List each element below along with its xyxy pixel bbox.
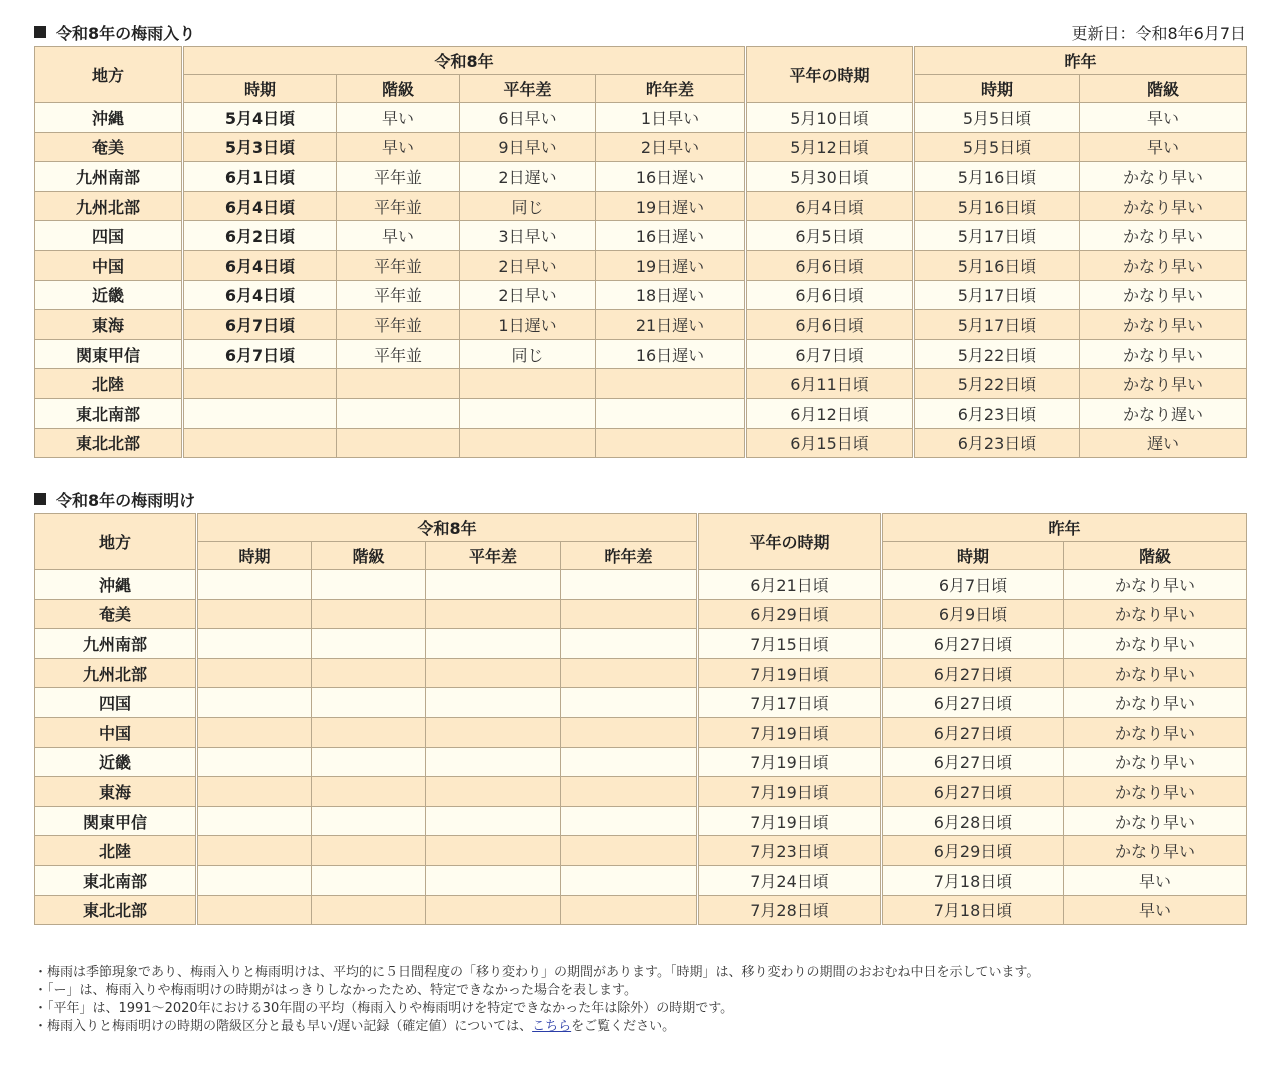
last-class-cell: かなり早い bbox=[1064, 658, 1247, 688]
table-row bbox=[35, 836, 1247, 866]
last-period-cell: 7月18日頃 bbox=[882, 895, 1064, 925]
last-class-cell: かなり早い bbox=[1080, 221, 1247, 251]
class-cell bbox=[312, 629, 426, 659]
last-period-cell: 5月17日頃 bbox=[914, 280, 1080, 310]
region-cell: 中国 bbox=[35, 250, 183, 280]
last-period-cell: 5月16日頃 bbox=[914, 191, 1080, 221]
period-cell: 6月7日頃 bbox=[183, 310, 337, 340]
normal-diff-cell bbox=[426, 777, 561, 807]
last-diff-cell bbox=[561, 629, 698, 659]
last-class-cell: かなり早い bbox=[1080, 250, 1247, 280]
last-diff-cell: 16日遅い bbox=[596, 221, 746, 251]
normal-diff-cell bbox=[426, 717, 561, 747]
class-cell: 平年並 bbox=[337, 191, 460, 221]
header-last-diff: 昨年差 bbox=[561, 542, 698, 570]
last-class-cell: かなり早い bbox=[1080, 280, 1247, 310]
region-cell: 九州北部 bbox=[35, 658, 197, 688]
region-cell: 九州南部 bbox=[35, 629, 197, 659]
header-last-diff: 昨年差 bbox=[596, 75, 746, 103]
last-class-cell: 遅い bbox=[1080, 428, 1247, 458]
normal-period-cell: 7月24日頃 bbox=[698, 865, 882, 895]
period-cell: 6月7日頃 bbox=[183, 339, 337, 369]
header-this-year: 令和8年 bbox=[183, 47, 746, 75]
normal-diff-cell: 6日早い bbox=[460, 103, 596, 133]
last-period-cell: 6月27日頃 bbox=[882, 747, 1064, 777]
region-cell: 沖縄 bbox=[35, 103, 183, 133]
region-cell: 四国 bbox=[35, 688, 197, 718]
normal-period-cell: 6月6日頃 bbox=[746, 280, 914, 310]
last-period-cell: 6月7日頃 bbox=[882, 570, 1064, 600]
normal-period-cell: 6月5日頃 bbox=[746, 221, 914, 251]
region-cell: 東北南部 bbox=[35, 865, 197, 895]
last-class-cell: 早い bbox=[1064, 865, 1247, 895]
table-row bbox=[35, 369, 1247, 399]
last-class-cell: かなり早い bbox=[1064, 836, 1247, 866]
normal-period-cell: 7月17日頃 bbox=[698, 688, 882, 718]
normal-period-cell: 5月10日頃 bbox=[746, 103, 914, 133]
region-cell: 中国 bbox=[35, 717, 197, 747]
table-row bbox=[35, 688, 1247, 718]
last-period-cell: 6月27日頃 bbox=[882, 777, 1064, 807]
region-cell: 東北北部 bbox=[35, 428, 183, 458]
normal-period-cell: 7月28日頃 bbox=[698, 895, 882, 925]
period-cell bbox=[197, 777, 312, 807]
region-cell: 近畿 bbox=[35, 747, 197, 777]
class-cell: 早い bbox=[337, 221, 460, 251]
period-cell bbox=[197, 629, 312, 659]
class-cell bbox=[312, 688, 426, 718]
last-diff-cell: 16日遅い bbox=[596, 162, 746, 192]
table-row bbox=[35, 221, 1247, 251]
region-cell: 東海 bbox=[35, 777, 197, 807]
period-cell bbox=[183, 428, 337, 458]
region-cell: 九州北部 bbox=[35, 191, 183, 221]
normal-period-cell: 7月19日頃 bbox=[698, 658, 882, 688]
header-period: 時期 bbox=[197, 542, 312, 570]
period-cell bbox=[197, 865, 312, 895]
table-row bbox=[35, 717, 1247, 747]
region-cell: 東海 bbox=[35, 310, 183, 340]
normal-diff-cell bbox=[426, 599, 561, 629]
last-period-cell: 6月27日頃 bbox=[882, 717, 1064, 747]
header-last-year: 昨年 bbox=[882, 514, 1247, 542]
table-row bbox=[35, 865, 1247, 895]
header-last-class: 階級 bbox=[1080, 75, 1247, 103]
last-period-cell: 6月23日頃 bbox=[914, 428, 1080, 458]
table-row bbox=[35, 806, 1247, 836]
exit-table bbox=[34, 513, 1247, 925]
class-cell bbox=[312, 717, 426, 747]
last-period-cell: 6月29日頃 bbox=[882, 836, 1064, 866]
entry-section-title bbox=[34, 21, 195, 44]
region-cell: 九州南部 bbox=[35, 162, 183, 192]
normal-diff-cell bbox=[460, 428, 596, 458]
normal-period-cell: 7月15日頃 bbox=[698, 629, 882, 659]
square-bullet-icon bbox=[34, 26, 46, 38]
table-row bbox=[35, 777, 1247, 807]
class-cell bbox=[312, 895, 426, 925]
header-region: 地方 bbox=[35, 514, 197, 570]
table-row bbox=[35, 629, 1247, 659]
table-row bbox=[35, 428, 1247, 458]
normal-diff-cell bbox=[460, 398, 596, 428]
last-diff-cell bbox=[561, 777, 698, 807]
region-cell: 四国 bbox=[35, 221, 183, 251]
last-diff-cell: 19日遅い bbox=[596, 191, 746, 221]
period-cell: 5月3日頃 bbox=[183, 132, 337, 162]
normal-period-cell: 6月7日頃 bbox=[746, 339, 914, 369]
normal-diff-cell bbox=[426, 806, 561, 836]
last-class-cell: かなり早い bbox=[1064, 747, 1247, 777]
last-diff-cell bbox=[596, 398, 746, 428]
period-cell: 6月4日頃 bbox=[183, 191, 337, 221]
table-row bbox=[35, 250, 1247, 280]
last-class-cell: かなり早い bbox=[1080, 339, 1247, 369]
last-diff-cell bbox=[561, 658, 698, 688]
normal-period-cell: 7月19日頃 bbox=[698, 777, 882, 807]
normal-period-cell: 5月30日頃 bbox=[746, 162, 914, 192]
last-diff-cell: 16日遅い bbox=[596, 339, 746, 369]
header-last-year: 昨年 bbox=[914, 47, 1247, 75]
normal-diff-cell bbox=[426, 658, 561, 688]
update-date: 更新日：令和8年6月7日 bbox=[1071, 23, 1246, 43]
last-period-cell: 5月16日頃 bbox=[914, 162, 1080, 192]
last-period-cell: 5月17日頃 bbox=[914, 310, 1080, 340]
last-diff-cell bbox=[561, 836, 698, 866]
class-cell bbox=[312, 806, 426, 836]
last-class-cell: かなり早い bbox=[1064, 629, 1247, 659]
class-cell: 平年並 bbox=[337, 280, 460, 310]
class-cell bbox=[312, 777, 426, 807]
period-cell bbox=[183, 369, 337, 399]
class-cell bbox=[337, 369, 460, 399]
table-row bbox=[35, 747, 1247, 777]
footnote-2: ・「ー」は、梅雨入りや梅雨明けの時期がはっきりしなかったため、特定できなかった場合を表します。 bbox=[34, 983, 637, 998]
last-diff-cell bbox=[561, 570, 698, 600]
region-cell: 東北南部 bbox=[35, 398, 183, 428]
last-diff-cell bbox=[561, 895, 698, 925]
normal-period-cell: 6月4日頃 bbox=[746, 191, 914, 221]
region-cell: 奄美 bbox=[35, 599, 197, 629]
table-row bbox=[35, 658, 1247, 688]
period-cell: 6月4日頃 bbox=[183, 280, 337, 310]
last-diff-cell bbox=[561, 717, 698, 747]
classification-link[interactable]: こちら bbox=[532, 1019, 572, 1034]
last-class-cell: かなり早い bbox=[1064, 717, 1247, 747]
header-last-class: 階級 bbox=[1064, 542, 1247, 570]
class-cell bbox=[312, 747, 426, 777]
last-diff-cell bbox=[561, 688, 698, 718]
last-class-cell: かなり早い bbox=[1064, 688, 1247, 718]
last-class-cell: かなり早い bbox=[1080, 310, 1247, 340]
normal-diff-cell bbox=[426, 836, 561, 866]
last-class-cell: かなり早い bbox=[1080, 369, 1247, 399]
class-cell bbox=[312, 570, 426, 600]
normal-diff-cell bbox=[426, 747, 561, 777]
region-cell: 沖縄 bbox=[35, 570, 197, 600]
class-cell bbox=[337, 428, 460, 458]
period-cell: 5月4日頃 bbox=[183, 103, 337, 133]
last-class-cell: かなり早い bbox=[1064, 599, 1247, 629]
normal-diff-cell bbox=[426, 895, 561, 925]
normal-period-cell: 6月15日頃 bbox=[746, 428, 914, 458]
table-row bbox=[35, 895, 1247, 925]
last-class-cell: かなり早い bbox=[1064, 570, 1247, 600]
last-diff-cell: 18日遅い bbox=[596, 280, 746, 310]
header-last-period: 時期 bbox=[882, 542, 1064, 570]
last-diff-cell: 1日早い bbox=[596, 103, 746, 133]
last-period-cell: 7月18日頃 bbox=[882, 865, 1064, 895]
header-class: 階級 bbox=[337, 75, 460, 103]
exit-section-title bbox=[34, 488, 195, 511]
header-normal-diff: 平年差 bbox=[460, 75, 596, 103]
period-cell bbox=[197, 717, 312, 747]
last-period-cell: 5月5日頃 bbox=[914, 132, 1080, 162]
last-diff-cell bbox=[596, 428, 746, 458]
exit-title-text: 令和8年の梅雨明け bbox=[56, 490, 196, 510]
last-period-cell: 5月5日頃 bbox=[914, 103, 1080, 133]
table-row bbox=[35, 339, 1247, 369]
class-cell: 平年並 bbox=[337, 162, 460, 192]
exit-section-header bbox=[34, 487, 1246, 511]
last-class-cell: 早い bbox=[1080, 132, 1247, 162]
last-diff-cell: 2日早い bbox=[596, 132, 746, 162]
entry-title-text: 令和8年の梅雨入り bbox=[56, 23, 196, 43]
region-cell: 関東甲信 bbox=[35, 806, 197, 836]
region-cell: 近畿 bbox=[35, 280, 183, 310]
class-cell: 平年並 bbox=[337, 339, 460, 369]
normal-diff-cell: 3日早い bbox=[460, 221, 596, 251]
table-row bbox=[35, 280, 1247, 310]
header-class: 階級 bbox=[312, 542, 426, 570]
normal-diff-cell bbox=[426, 688, 561, 718]
table-row bbox=[35, 310, 1247, 340]
last-diff-cell bbox=[561, 599, 698, 629]
entry-section-header bbox=[34, 20, 1246, 44]
header-normal-period: 平年の時期 bbox=[746, 47, 914, 103]
normal-diff-cell: 2日早い bbox=[460, 250, 596, 280]
table-row bbox=[35, 132, 1247, 162]
normal-period-cell: 7月19日頃 bbox=[698, 747, 882, 777]
last-diff-cell bbox=[596, 369, 746, 399]
header-last-period: 時期 bbox=[914, 75, 1080, 103]
last-period-cell: 6月23日頃 bbox=[914, 398, 1080, 428]
footnote-3: ・「平年」は、1991〜2020年における30年間の平均（梅雨入りや梅雨明けを特定できなかった年は除外）の時期です。 bbox=[34, 1001, 734, 1016]
last-diff-cell bbox=[561, 747, 698, 777]
last-diff-cell bbox=[561, 865, 698, 895]
last-period-cell: 5月16日頃 bbox=[914, 250, 1080, 280]
last-period-cell: 6月28日頃 bbox=[882, 806, 1064, 836]
normal-period-cell: 5月12日頃 bbox=[746, 132, 914, 162]
table-row bbox=[35, 191, 1247, 221]
header-normal-period: 平年の時期 bbox=[698, 514, 882, 570]
period-cell bbox=[197, 895, 312, 925]
footnote-4-pre: ・梅雨入りと梅雨明けの時期の階級区分と最も早い/遅い記録（確定値）については、 bbox=[34, 1019, 533, 1034]
normal-period-cell: 6月12日頃 bbox=[746, 398, 914, 428]
normal-diff-cell bbox=[426, 570, 561, 600]
period-cell bbox=[197, 688, 312, 718]
period-cell bbox=[183, 398, 337, 428]
normal-diff-cell: 同じ bbox=[460, 339, 596, 369]
table-row bbox=[35, 570, 1247, 600]
period-cell: 6月4日頃 bbox=[183, 250, 337, 280]
footnote-1: ・梅雨は季節現象であり、梅雨入りと梅雨明けは、平均的に５日間程度の「移り変わり」の期間があります。「時期」は、移り変わりの期間のおおむね中日を示しています。 bbox=[34, 965, 1040, 980]
table-row bbox=[35, 599, 1247, 629]
last-period-cell: 5月22日頃 bbox=[914, 339, 1080, 369]
normal-period-cell: 7月23日頃 bbox=[698, 836, 882, 866]
last-period-cell: 6月27日頃 bbox=[882, 658, 1064, 688]
class-cell bbox=[312, 836, 426, 866]
normal-period-cell: 6月6日頃 bbox=[746, 310, 914, 340]
class-cell bbox=[312, 658, 426, 688]
last-period-cell: 5月17日頃 bbox=[914, 221, 1080, 251]
period-cell bbox=[197, 570, 312, 600]
period-cell bbox=[197, 747, 312, 777]
region-cell: 奄美 bbox=[35, 132, 183, 162]
normal-diff-cell: 同じ bbox=[460, 191, 596, 221]
class-cell: 平年並 bbox=[337, 250, 460, 280]
header-this-year: 令和8年 bbox=[197, 514, 698, 542]
normal-period-cell: 6月11日頃 bbox=[746, 369, 914, 399]
period-cell bbox=[197, 658, 312, 688]
normal-diff-cell bbox=[460, 369, 596, 399]
period-cell: 6月1日頃 bbox=[183, 162, 337, 192]
region-cell: 関東甲信 bbox=[35, 339, 183, 369]
last-class-cell: かなり早い bbox=[1064, 806, 1247, 836]
table-row bbox=[35, 103, 1247, 133]
region-cell: 東北北部 bbox=[35, 895, 197, 925]
last-class-cell: かなり遅い bbox=[1080, 398, 1247, 428]
square-bullet-icon bbox=[34, 493, 46, 505]
footnote-4-post: をご覧ください。 bbox=[571, 1019, 676, 1034]
last-period-cell: 6月27日頃 bbox=[882, 688, 1064, 718]
last-class-cell: 早い bbox=[1064, 895, 1247, 925]
last-class-cell: かなり早い bbox=[1064, 777, 1247, 807]
period-cell: 6月2日頃 bbox=[183, 221, 337, 251]
region-cell: 北陸 bbox=[35, 369, 183, 399]
region-cell: 北陸 bbox=[35, 836, 197, 866]
normal-diff-cell bbox=[426, 865, 561, 895]
last-class-cell: かなり早い bbox=[1080, 191, 1247, 221]
class-cell bbox=[312, 865, 426, 895]
header-normal-diff: 平年差 bbox=[426, 542, 561, 570]
last-diff-cell bbox=[561, 806, 698, 836]
normal-period-cell: 6月6日頃 bbox=[746, 250, 914, 280]
class-cell: 早い bbox=[337, 132, 460, 162]
table-row bbox=[35, 398, 1247, 428]
normal-period-cell: 7月19日頃 bbox=[698, 806, 882, 836]
normal-period-cell: 7月19日頃 bbox=[698, 717, 882, 747]
last-period-cell: 6月27日頃 bbox=[882, 629, 1064, 659]
period-cell bbox=[197, 836, 312, 866]
class-cell: 平年並 bbox=[337, 310, 460, 340]
last-diff-cell: 19日遅い bbox=[596, 250, 746, 280]
last-period-cell: 5月22日頃 bbox=[914, 369, 1080, 399]
class-cell bbox=[337, 398, 460, 428]
table-row bbox=[35, 162, 1247, 192]
last-class-cell: かなり早い bbox=[1080, 162, 1247, 192]
footnotes bbox=[34, 964, 1246, 1036]
class-cell bbox=[312, 599, 426, 629]
last-class-cell: 早い bbox=[1080, 103, 1247, 133]
footnote-4 bbox=[34, 1018, 1246, 1036]
last-period-cell: 6月9日頃 bbox=[882, 599, 1064, 629]
period-cell bbox=[197, 806, 312, 836]
normal-period-cell: 6月21日頃 bbox=[698, 570, 882, 600]
header-region: 地方 bbox=[35, 47, 183, 103]
entry-table bbox=[34, 46, 1247, 458]
normal-diff-cell: 2日早い bbox=[460, 280, 596, 310]
normal-diff-cell: 2日遅い bbox=[460, 162, 596, 192]
normal-diff-cell: 1日遅い bbox=[460, 310, 596, 340]
period-cell bbox=[197, 599, 312, 629]
normal-diff-cell: 9日早い bbox=[460, 132, 596, 162]
normal-period-cell: 6月29日頃 bbox=[698, 599, 882, 629]
header-period: 時期 bbox=[183, 75, 337, 103]
class-cell: 早い bbox=[337, 103, 460, 133]
last-diff-cell: 21日遅い bbox=[596, 310, 746, 340]
normal-diff-cell bbox=[426, 629, 561, 659]
